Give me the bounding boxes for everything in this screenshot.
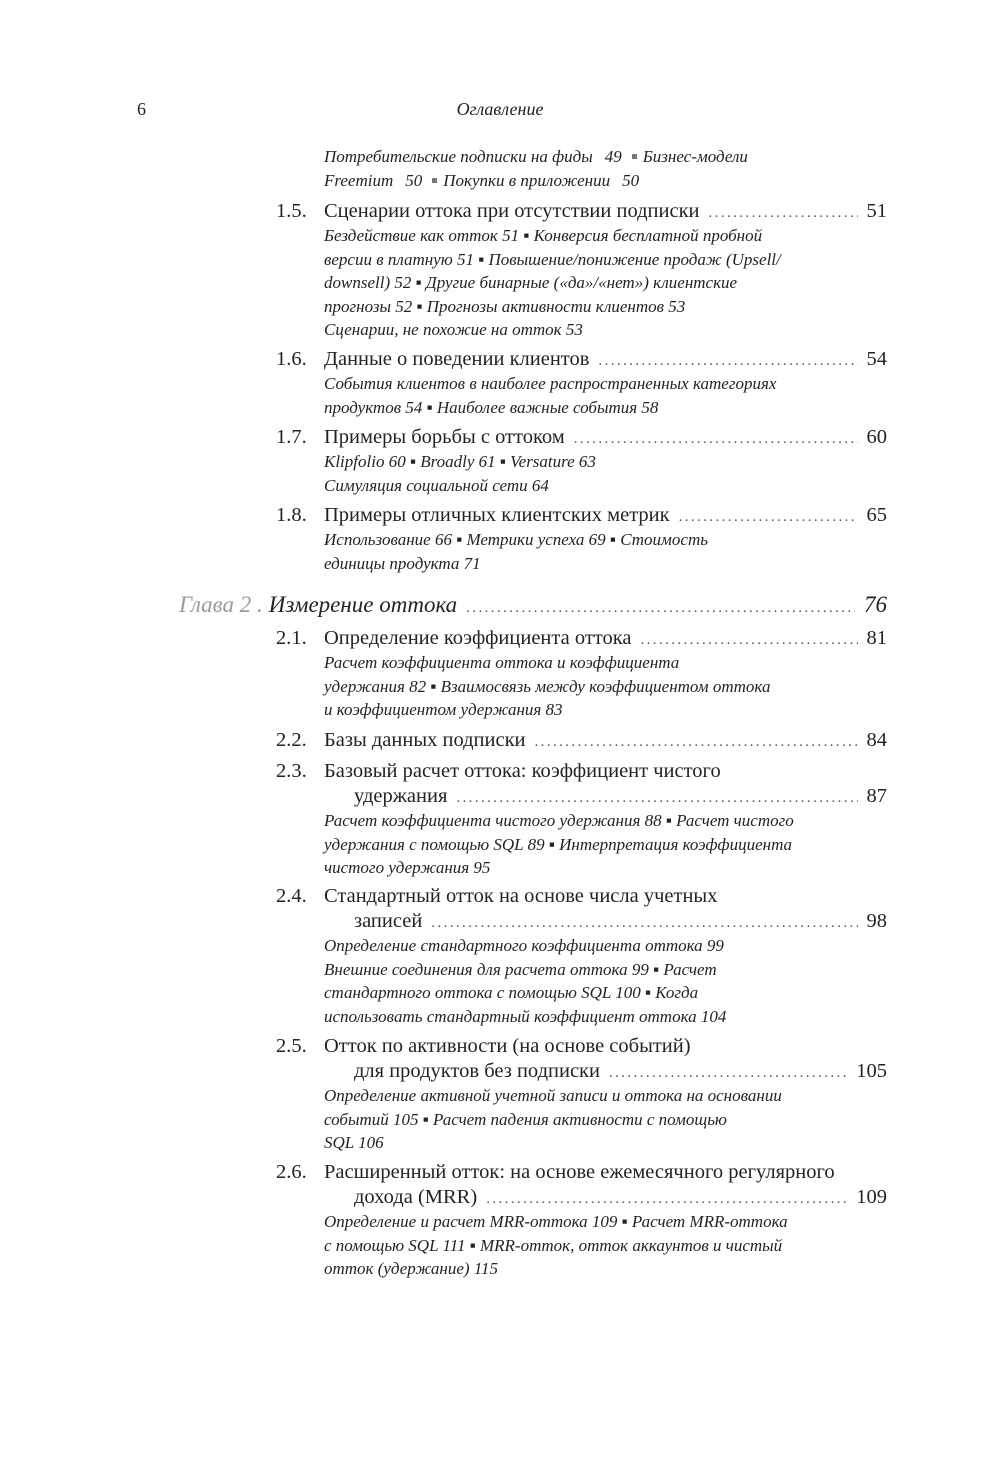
section-page: 109 xyxy=(856,1186,887,1208)
toc-subtopic-line: удержания с помощью SQL 89 ▪ Интерпретация коэффициента xyxy=(324,834,793,854)
chapter-page: 76 xyxy=(864,592,887,617)
section-number: 2.3. xyxy=(276,760,307,782)
toc-subtopics xyxy=(324,934,869,1028)
section-page: 81 xyxy=(866,627,887,649)
section-page: 87 xyxy=(866,785,887,807)
dot-leader xyxy=(640,632,857,649)
section-number: 2.5. xyxy=(276,1035,307,1057)
section-page: 51 xyxy=(866,200,887,222)
toc-subtopic-line: События клиентов в наиболее распространенных категориях xyxy=(324,374,777,393)
toc-subtopics xyxy=(324,224,869,342)
toc-subtopic-line: единицы продукта 71 xyxy=(324,553,481,573)
section-number: 1.6. xyxy=(276,348,307,370)
dot-leader xyxy=(598,353,857,370)
toc-subtopics xyxy=(324,450,869,497)
toc-subtopics xyxy=(324,651,869,722)
section-title: Примеры борьбы с оттоком xyxy=(324,426,565,448)
section-title: Примеры отличных клиентских метрик xyxy=(324,504,670,526)
toc-subtopics xyxy=(324,145,869,192)
toc-subtopic-line: Потребительские подписки на фиды 49 Бизнес-модели xyxy=(324,147,748,166)
section-title: Определение коэффициента оттока xyxy=(324,627,632,649)
toc-subtopic-line: Определение активной учетной записи и оттока на основании xyxy=(324,1086,782,1105)
section-page: 60 xyxy=(866,426,887,448)
section-number: 2.4. xyxy=(276,885,307,907)
toc-subtopic-line: Внешние соединения для расчета оттока 99 ▪ Расчет xyxy=(324,959,717,979)
toc-subtopic-line: событий 105 ▪ Расчет падения активности с помощью xyxy=(324,1109,727,1129)
toc-subtopic-line: отток (удержание) 115 xyxy=(324,1259,499,1278)
toc-subtopic-line: Использование 66 ▪ Метрики успеха 69 ▪ Стоимость xyxy=(324,530,708,549)
section-title-continued: дохода (MRR) xyxy=(354,1186,478,1208)
section-title: Данные о поведении клиентов xyxy=(324,348,590,370)
toc-subtopics xyxy=(324,528,869,575)
toc-subtopics xyxy=(324,372,869,419)
dot-leader xyxy=(679,509,858,526)
chapter-title: Измерение оттока xyxy=(268,592,458,617)
section-number: 2.2. xyxy=(276,729,307,751)
toc-subtopic-line: Симуляция социальной сети 64 xyxy=(324,475,549,495)
running-header: Оглавление xyxy=(456,99,544,119)
section-title: Стандартный отток на основе числа учетных xyxy=(324,885,718,907)
section-number: 1.7. xyxy=(276,426,307,448)
toc-subtopic-line: удержания 82 ▪ Взаимосвязь между коэффициентом оттока xyxy=(324,676,771,696)
separator-square-icon xyxy=(432,178,437,183)
toc-subtopic-line: Определение и расчет MRR-оттока 109 ▪ Расчет MRR-оттока xyxy=(324,1212,788,1231)
toc-subtopic-line: Klipfolio 60 ▪ Broadly 61 ▪ Versature 63 xyxy=(324,452,596,471)
toc-subtopic-line: Freemium 50 Покупки в приложении 50 xyxy=(324,170,640,190)
toc-subtopic-line: продуктов 54 ▪ Наиболее важные события 58 xyxy=(324,397,659,417)
section-title: Отток по активности (на основе событий) xyxy=(324,1035,691,1057)
toc-subtopic-line: SQL 106 xyxy=(324,1133,384,1152)
toc-subtopic-line: Сценарии, не похожие на отток 53 xyxy=(324,320,583,339)
dot-leader xyxy=(486,1191,847,1208)
section-number: 2.1. xyxy=(276,627,307,649)
section-title: Расширенный отток: на основе ежемесячного регулярного xyxy=(324,1161,835,1183)
toc-subtopic-line: Определение стандартного коэффициента оттока 99 xyxy=(324,936,724,955)
chapter-label: Глава 2 . xyxy=(179,592,263,617)
dot-leader xyxy=(456,790,857,807)
section-title: Базовый расчет оттока: коэффициент чистого xyxy=(324,760,721,782)
section-title: Сценарии оттока при отсутствии подписки xyxy=(324,200,700,222)
toc-subtopics xyxy=(324,1084,869,1155)
section-number: 1.5. xyxy=(276,200,307,222)
separator-square-icon xyxy=(632,154,637,159)
section-page: 105 xyxy=(856,1060,887,1082)
toc-subtopic-line: использовать стандартный коэффициент оттока 104 xyxy=(324,1006,727,1026)
section-title: Базы данных подписки xyxy=(324,729,526,751)
section-page: 98 xyxy=(866,910,887,932)
dot-leader xyxy=(466,600,855,617)
toc-subtopic-line: стандартного оттока с помощью SQL 100 ▪ Когда xyxy=(324,983,699,1002)
dot-leader xyxy=(709,205,858,222)
toc-subtopic-line: с помощью SQL 111 ▪ MRR-отток, отток аккаунтов и чистый xyxy=(324,1235,783,1255)
dot-leader xyxy=(574,431,858,448)
toc-subtopic-line: Расчет коэффициента оттока и коэффициента xyxy=(324,653,680,672)
toc-subtopic-line: Расчет коэффициента чистого удержания 88 ▪ Расчет чистого xyxy=(324,811,794,830)
toc-subtopic-line: Бездействие как отток 51 ▪ Конверсия бесплатной пробной xyxy=(324,226,763,245)
toc-subtopic-line: и коэффициентом удержания 83 xyxy=(324,700,563,719)
dot-leader xyxy=(535,734,858,751)
dot-leader xyxy=(431,915,857,932)
toc-subtopics xyxy=(324,1210,869,1281)
section-page: 54 xyxy=(866,348,887,370)
section-number: 2.6. xyxy=(276,1161,307,1183)
section-title-continued: для продуктов без подписки xyxy=(354,1060,600,1082)
section-title-continued: удержания xyxy=(354,785,448,807)
section-number: 1.8. xyxy=(276,504,307,526)
toc-subtopic-line: downsell) 52 ▪ Другие бинарные («да»/«нет») клиентские xyxy=(324,273,738,292)
toc-subtopic-line: чистого удержания 95 xyxy=(324,858,491,877)
dot-leader xyxy=(609,1065,847,1082)
section-page: 65 xyxy=(866,504,887,526)
toc-subtopic-line: прогнозы 52 ▪ Прогнозы активности клиентов 53 xyxy=(324,296,686,316)
section-page: 84 xyxy=(866,729,887,751)
toc-subtopic-line: версии в платную 51 ▪ Повышение/понижение продаж (Upsell/ xyxy=(324,249,781,269)
toc-subtopics xyxy=(324,809,869,880)
page-number: 6 xyxy=(137,99,146,119)
section-title-continued: записей xyxy=(354,910,423,932)
